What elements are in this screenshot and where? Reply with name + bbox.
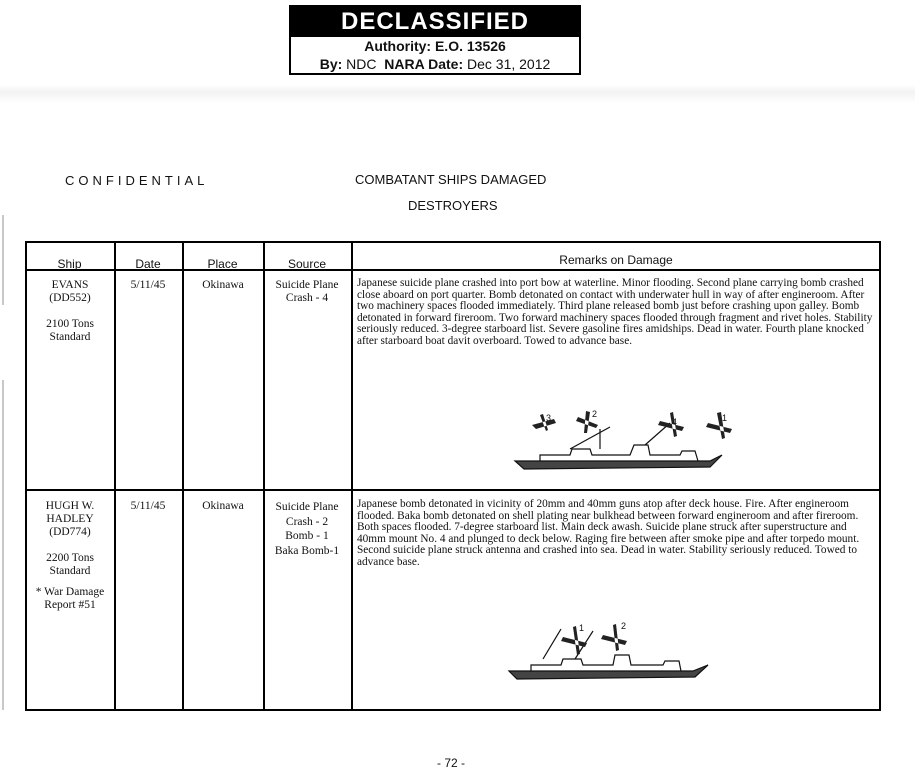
source-line: Crash - 2: [285, 515, 329, 528]
scan-margin-mark: [2, 380, 4, 710]
figure-label: 4: [672, 417, 678, 427]
place-cell: Okinawa: [202, 279, 244, 291]
stamp-date-line: [291, 55, 579, 73]
column-divider: [182, 241, 184, 711]
date-cell: 5/11/45: [130, 500, 166, 512]
figure-label: 3: [546, 413, 552, 423]
row-divider: [25, 489, 881, 491]
ship-superstructure: [540, 445, 698, 461]
header-date: Date: [135, 257, 161, 271]
declassified-stamp: [289, 5, 581, 75]
ship-cell: [27, 279, 113, 344]
ship-damage-diagram: [503, 619, 713, 691]
ship-damage-diagram: [510, 409, 740, 481]
ship-standard: Standard: [49, 565, 91, 577]
column-divider: [351, 241, 353, 711]
ship-tonnage: 2200 Tons: [46, 552, 94, 564]
plane-icon: [532, 414, 556, 431]
ship-superstructure: [531, 655, 681, 671]
header-ship: Ship: [57, 257, 82, 271]
source-line: Suicide Plane: [275, 501, 339, 513]
war-damage-note: * War Damage Report #51: [35, 586, 105, 611]
figure-label: 2: [621, 621, 627, 631]
stamp-by-value: NDC: [346, 56, 377, 72]
attacking-planes: [561, 624, 627, 655]
source-cell: [264, 279, 350, 305]
page-title: COMBATANT SHIPS DAMAGED: [355, 172, 547, 187]
stamp-authority: Authority: E.O. 13526: [364, 38, 506, 54]
ship-tonnage: 2100 Tons: [46, 318, 94, 330]
scan-shadow: [0, 85, 915, 103]
stamp-nara-label: NARA Date:: [384, 56, 464, 72]
strike-line: [570, 427, 610, 449]
page-number: - 72 -: [437, 756, 466, 770]
source-line: Bomb - 1: [285, 530, 329, 542]
ship-standard: Standard: [49, 331, 91, 343]
figure-label: 1: [579, 623, 585, 633]
plane-icon: [706, 412, 732, 439]
ship-hull: [515, 455, 722, 469]
ship-name: HUGH W. HADLEY: [45, 500, 95, 525]
header-place: Place: [207, 257, 238, 271]
source-cell: [263, 500, 351, 558]
stamp-nara-value: Dec 31, 2012: [467, 56, 551, 72]
source-line: Crash - 4: [285, 292, 329, 304]
stamp-title: DECLASSIFIED: [291, 7, 579, 37]
ship-id: (DD552): [49, 292, 91, 304]
stamp-by-label: By:: [319, 56, 343, 72]
attacking-planes: [532, 411, 732, 439]
remarks-cell: Japanese suicide plane crashed into port bow at waterline. Minor flooding. Second plane carrying bomb crashed close aboard on port quarter. Bomb detonated on contact with underwater hull in way of after engineroom. After two machinery spaces flooded immediately. Third plane released bomb just before crashing upon galley. Bomb detonated in forward fireroom. Two forward machinery spaces flooded through fragment and rivet holes. Stability seriously reduced. 3-degree starboard list. Severe gasoline fires amidships. Dead in water. Fourth plane knocked after starboard boat davit overboard. Towed to advance base.: [357, 277, 873, 347]
column-divider: [263, 241, 265, 711]
damage-table: [25, 241, 881, 711]
scan-margin-mark: [2, 215, 4, 305]
source-line: Baka Bomb-1: [274, 544, 340, 557]
page-subtitle: DESTROYERS: [408, 198, 498, 213]
column-divider: [114, 241, 116, 711]
ship-cell: [27, 500, 113, 612]
classification-label: CONFIDENTIAL: [65, 173, 209, 188]
ship-name: EVANS: [51, 279, 89, 291]
source-line: Suicide Plane: [275, 279, 339, 291]
ship-id: (DD774): [49, 526, 91, 538]
header-remarks: Remarks on Damage: [559, 253, 673, 267]
place-cell: Okinawa: [202, 500, 244, 512]
remarks-cell: Japanese bomb detonated in vicinity of 20mm and 40mm guns atop after deck house. Fire. After engineroom flooded. Baka bomb detonated on shell plating near bulkhead between forward engineroom and after fireroom. Both spaces flooded. 7-degree starboard list. Main deck awash. Suicide plane struck after superstructure and 40mm mount No. 4 and plunged to deck below. Raging fire between after smoke pipe and after torpedo mount. Second suicide plane struck antenna and crashed into sea. Dead in water. Stability seriously reduced. Towed to advance base.: [357, 498, 860, 568]
ship-hull: [509, 665, 708, 679]
plane-icon: [658, 412, 684, 437]
ship-mast: [543, 629, 561, 659]
figure-label: 2: [592, 409, 598, 419]
date-cell: 5/11/45: [130, 279, 166, 291]
header-source: Source: [287, 257, 327, 271]
figure-label: 1: [722, 413, 728, 423]
